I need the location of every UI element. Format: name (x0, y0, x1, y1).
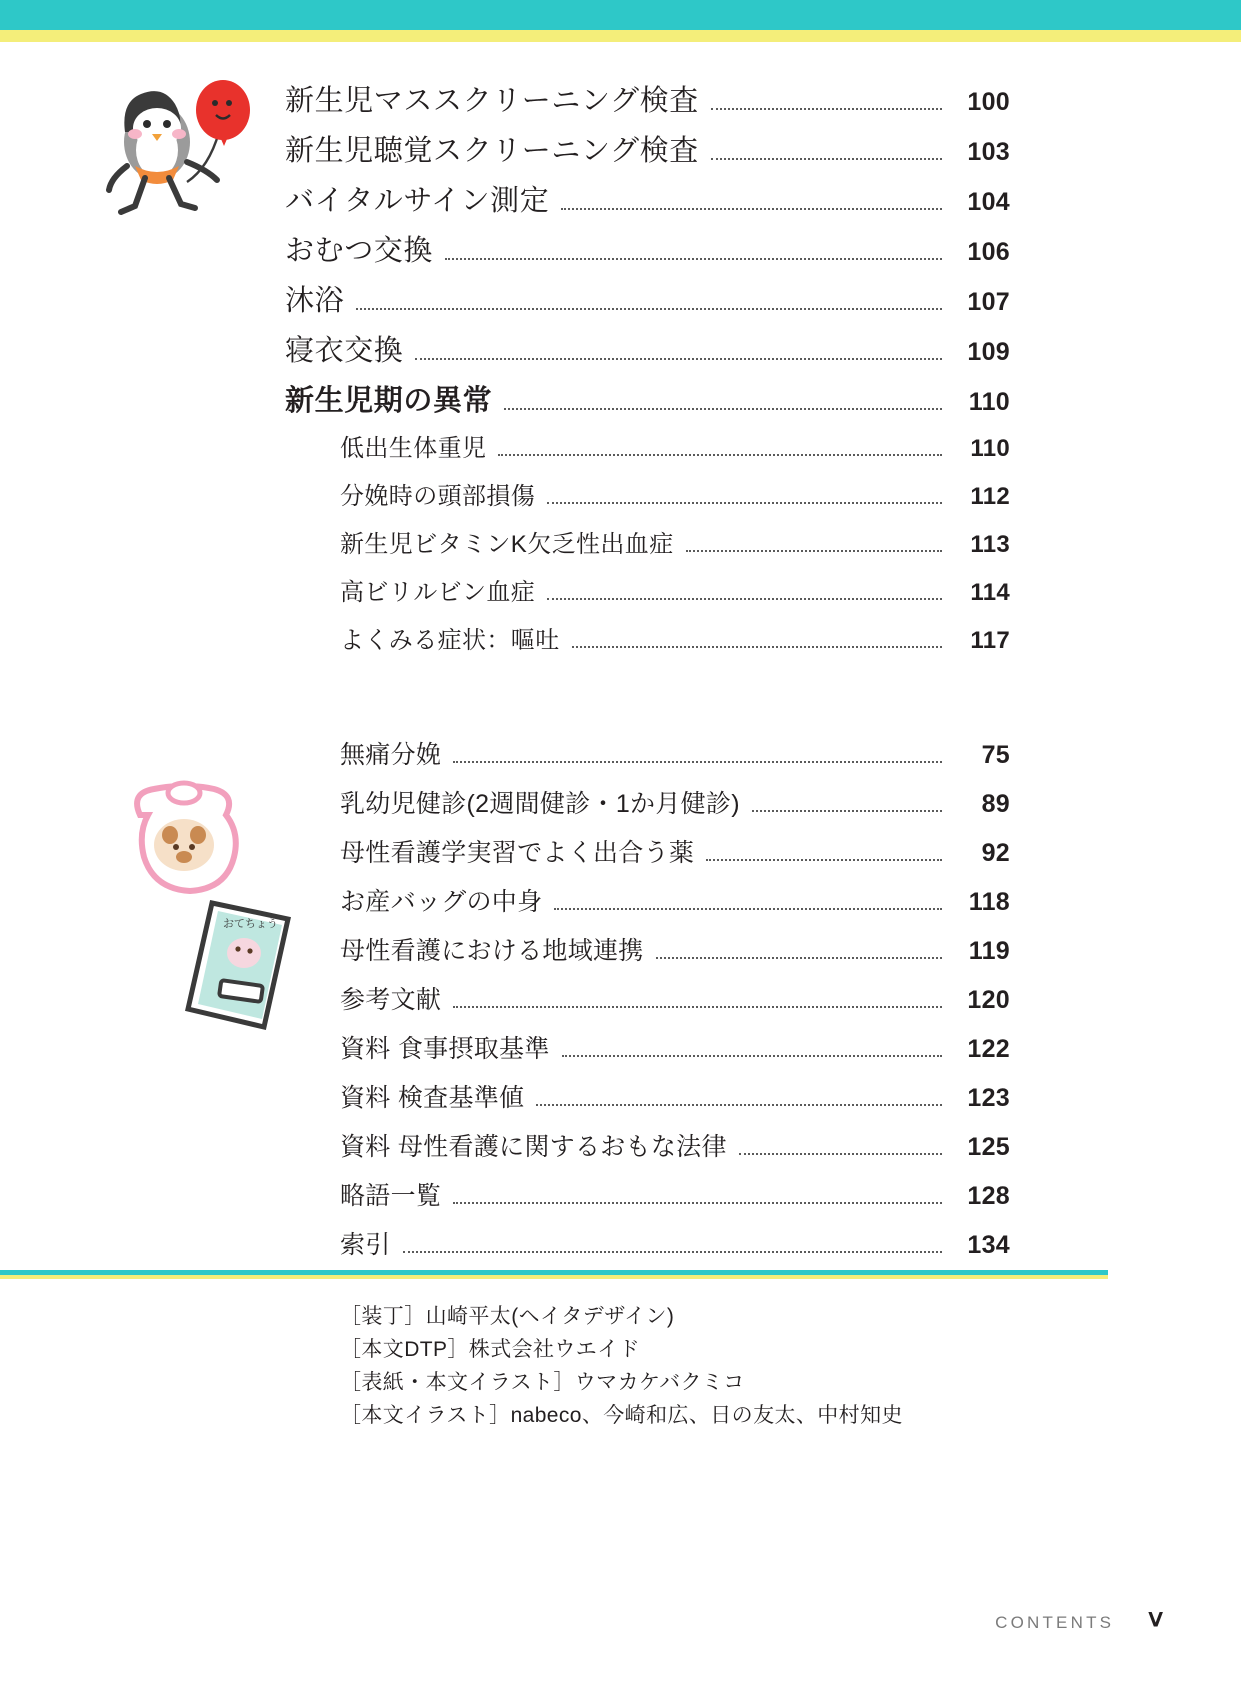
leader-dots (498, 453, 942, 456)
leader-dots (656, 956, 942, 959)
leader-dots (547, 597, 942, 600)
toc-entry[interactable] (285, 784, 1010, 833)
leader-dots (686, 549, 942, 552)
toc-entry-title: 資料 検査基準値 (340, 1084, 525, 1112)
toc-entry-title: 略語一覧 (340, 1182, 442, 1210)
toc-entry-title: 新生児ビタミンK欠乏性出血症 (340, 531, 674, 558)
toc-entry[interactable] (285, 980, 1010, 1029)
toc-entry-page: 75 (981, 741, 1010, 769)
toc-entry-page: 92 (981, 839, 1010, 867)
toc-entry[interactable] (285, 328, 1010, 378)
toc-entry[interactable] (285, 178, 1010, 228)
toc-entry-page: 118 (968, 888, 1010, 916)
leader-dots (711, 157, 942, 160)
penguin-balloon-illustration (95, 70, 275, 250)
toc-entry-title: 分娩時の頭部損傷 (340, 483, 536, 510)
leader-dots (415, 357, 942, 360)
toc-entry-title: 資料 食事摂取基準 (340, 1035, 550, 1063)
toc-entry[interactable] (285, 735, 1010, 784)
toc-entry-title: よくみる症状：嘔吐 (340, 627, 560, 654)
leader-dots (554, 907, 942, 910)
leader-dots (711, 107, 942, 110)
leader-dots (536, 1103, 942, 1106)
svg-text:おてちょう: おてちょう (223, 918, 278, 930)
leader-dots (547, 501, 942, 504)
toc-entry-page: 113 (970, 531, 1010, 558)
toc-entry[interactable] (285, 378, 1010, 428)
toc-entry-page: 122 (967, 1035, 1010, 1063)
bottom-rule-yellow (0, 1275, 1108, 1279)
toc-entry-page: 128 (967, 1182, 1010, 1210)
toc-section-appendix (285, 735, 1010, 1274)
toc-entry-title: お産バッグの中身 (340, 888, 543, 916)
top-decorative-band-teal (0, 0, 1241, 30)
page-number: ⅴ (1148, 1605, 1163, 1632)
toc-entry[interactable] (285, 1127, 1010, 1176)
toc-entry-page: 117 (970, 627, 1010, 654)
leader-dots (356, 307, 942, 310)
leader-dots (752, 809, 942, 812)
leader-dots (453, 1005, 942, 1008)
toc-entry[interactable] (285, 1078, 1010, 1127)
toc-entry-title: バイタルサイン測定 (285, 185, 550, 217)
toc-entry-title: 索引 (340, 1231, 391, 1259)
toc-entry[interactable] (285, 228, 1010, 278)
toc-entry-title: 新生児期の異常 (285, 385, 493, 417)
leader-dots (445, 257, 942, 260)
toc-entry-title: 寝衣交換 (285, 335, 404, 367)
toc-section-newborn (285, 78, 1010, 668)
toc-entry-page: 109 (967, 338, 1010, 366)
toc-entry[interactable] (285, 128, 1010, 178)
toc-entry-page: 89 (981, 790, 1010, 818)
leader-dots (562, 1054, 942, 1057)
toc-entry-page: 110 (968, 388, 1010, 416)
page-footer (995, 1603, 1163, 1633)
toc-entry[interactable] (285, 428, 1010, 476)
toc-entry-page: 112 (970, 483, 1010, 510)
toc-entry[interactable] (285, 1225, 1010, 1274)
toc-entry-title: 高ビリルビン血症 (340, 579, 536, 606)
toc-entry-title: 無痛分娩 (340, 741, 442, 769)
toc-entry-page: 110 (970, 435, 1010, 462)
credit-line: ［本文DTP］株式会社ウエイド (340, 1338, 640, 1361)
toc-entry-page: 100 (967, 88, 1010, 116)
toc-entry-page: 104 (967, 188, 1010, 216)
toc-entry[interactable] (285, 572, 1010, 620)
toc-entry-page: 106 (967, 238, 1010, 266)
toc-entry-page: 114 (970, 579, 1010, 606)
toc-entry[interactable] (285, 1029, 1010, 1078)
leader-dots (504, 407, 942, 410)
credit-line: ［表紙・本文イラスト］ウマカケバクミコ (340, 1371, 745, 1394)
leader-dots (739, 1152, 942, 1155)
toc-entry[interactable] (285, 278, 1010, 328)
leader-dots (561, 207, 942, 210)
toc-entry-title: 資料 母性看護に関するおもな法律 (340, 1133, 727, 1161)
leader-dots (706, 858, 942, 861)
leader-dots (572, 645, 942, 648)
toc-entry-title: 低出生体重児 (340, 435, 487, 462)
toc-entry[interactable] (285, 882, 1010, 931)
toc-entry-title: 新生児聴覚スクリーニング検査 (285, 135, 699, 167)
toc-entry[interactable] (285, 620, 1010, 668)
toc-entry-page: 125 (967, 1133, 1010, 1161)
toc-entry-page: 123 (967, 1084, 1010, 1112)
toc-entry-page: 103 (967, 138, 1010, 166)
credits-block (340, 1300, 903, 1432)
toc-entry-page: 134 (967, 1231, 1010, 1259)
toc-entry-title: 母性看護学実習でよく出合う薬 (340, 839, 695, 867)
toc-entry-title: 新生児マススクリーニング検査 (285, 85, 699, 117)
leader-dots (403, 1250, 942, 1253)
toc-entry-page: 107 (967, 288, 1010, 316)
toc-entry[interactable] (285, 1176, 1010, 1225)
toc-entry-title: 母性看護における地域連携 (340, 937, 644, 965)
toc-entry[interactable] (285, 78, 1010, 128)
toc-entry[interactable] (285, 833, 1010, 882)
toc-entry-title: 参考文献 (340, 986, 442, 1014)
top-decorative-band-yellow (0, 30, 1241, 42)
toc-entry-page: 120 (967, 986, 1010, 1014)
toc-entry[interactable] (285, 931, 1010, 980)
toc-entry-title: おむつ交換 (285, 235, 434, 267)
toc-entry-title: 沐浴 (285, 285, 345, 317)
footer-label: CONTENTS (995, 1613, 1115, 1632)
toc-entry[interactable] (285, 524, 1010, 572)
toc-entry-page: 119 (968, 937, 1010, 965)
leader-dots (453, 1201, 942, 1204)
toc-entry[interactable] (285, 476, 1010, 524)
leader-dots (453, 760, 942, 763)
credit-line: ［装丁］山崎平太(ヘイタデザイン) (340, 1305, 675, 1328)
toc-entry-title: 乳幼児健診(2週間健診・1か月健診) (340, 790, 740, 818)
credit-line: ［本文イラスト］nabeco、今崎和広、日の友太、中村知史 (340, 1404, 903, 1427)
